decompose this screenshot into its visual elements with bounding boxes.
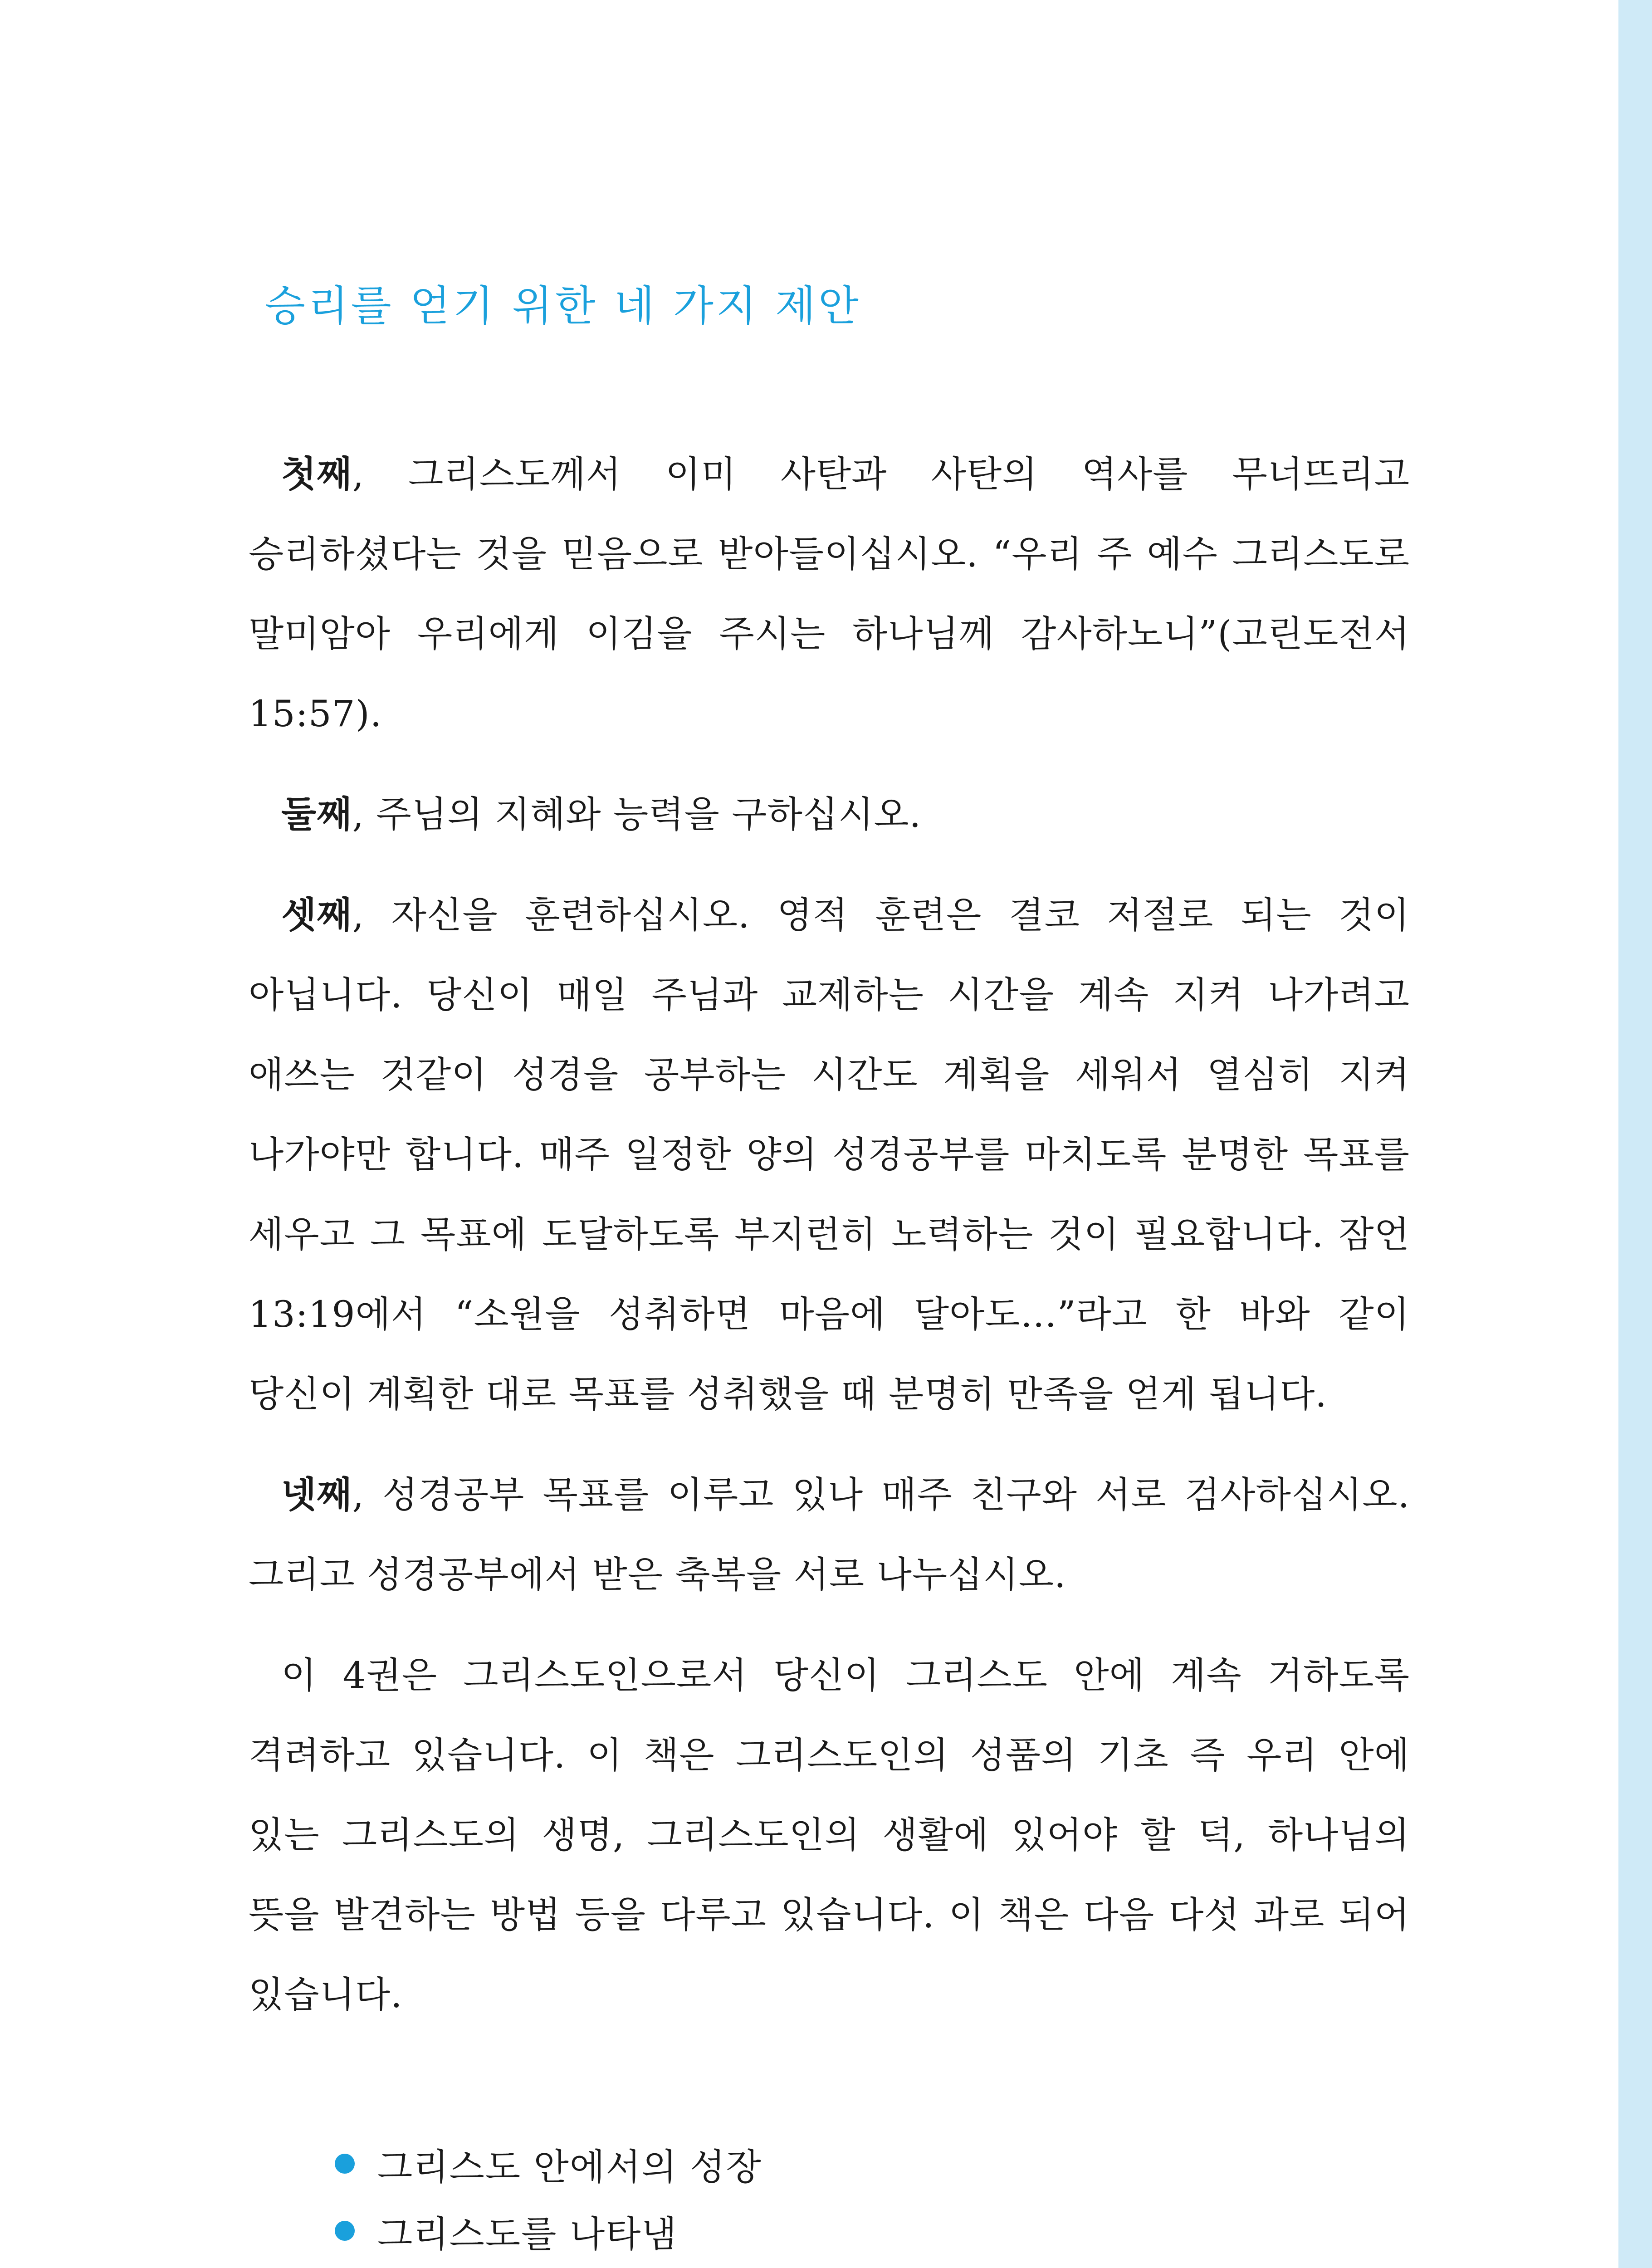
- suggestion-third-lead: 셋째: [281, 894, 352, 937]
- chapter-list: [335, 2130, 1410, 2268]
- suggestion-first-lead: 첫째: [281, 453, 352, 496]
- suggestion-third: [249, 875, 1410, 1434]
- bullet-dot-icon: [335, 2221, 355, 2241]
- suggestion-fourth-text: , 성경공부 목표를 이루고 있나 매주 친구와 서로 검사하십시오. 그리고 성경공부에서 받은 축복을 서로 나누십시오.: [249, 1474, 1410, 1596]
- page-content: [249, 281, 1410, 2268]
- side-color-band: [1618, 0, 1652, 2268]
- bullet-dot-icon: [335, 2154, 355, 2174]
- suggestion-fourth: [249, 1455, 1410, 1615]
- chapter-title: 그리스도 안에서의 성장: [377, 2146, 762, 2188]
- list-item: [335, 2130, 1410, 2197]
- suggestion-first: [249, 435, 1410, 754]
- list-item: [335, 2197, 1410, 2264]
- book-intro-paragraph: 이 4권은 그리스도인으로서 당신이 그리스도 안에 계속 거하도록 격려하고 있습니다. 이 책은 그리스도인의 성품의 기초 즉 우리 안에 있는 그리스도의 생명, 그리스도인의 생활에 있어야 할 덕, 하나님의 뜻을 발견하는 방법 등을 다루고 있습니다. 이 책은 다음 다섯 과로 되어 있습니다.: [249, 1654, 1410, 2016]
- list-item: [335, 2264, 1410, 2268]
- suggestion-second-lead: 둘째: [281, 793, 352, 836]
- suggestion-third-text: , 자신을 훈련하십시오. 영적 훈련은 결코 저절로 되는 것이 아닙니다. 당신이 매일 주님과 교제하는 시간을 계속 지켜 나가려고 애쓰는 것같이 성경을 공부하는 시간도 계획을 세워서 열심히 지켜 나가야만 합니다. 매주 일정한 양의 성경공부를 마치도록 분명한 목표를 세우고 그 목표에 도달하도록 부지런히 노력하는 것이 필요합니다. 잠언 13:19에서 “소원을 성취하면 마음에 달아도…”라고 한 바와 같이 당신이 계획한 대로 목표를 성취했을 때 분명히 만족을 얻게 됩니다.: [249, 894, 1410, 1416]
- suggestion-second: [249, 775, 1410, 855]
- section-title: 승리를 얻기 위한 네 가지 제안: [265, 282, 861, 330]
- suggestion-first-text: , 그리스도께서 이미 사탄과 사탄의 역사를 무너뜨리고 승리하셨다는 것을 믿음으로 받아들이십시오. “우리 주 예수 그리스도로 말미암아 우리에게 이김을 주시는 하나님께 감사하노니”(고린도전서 15:57).: [249, 453, 1410, 735]
- suggestion-fourth-lead: 넷째: [281, 1474, 352, 1516]
- suggestion-second-text: , 주님의 지혜와 능력을 구하십시오.: [352, 793, 922, 836]
- chapter-title: 그리스도를 나타냄: [377, 2213, 678, 2255]
